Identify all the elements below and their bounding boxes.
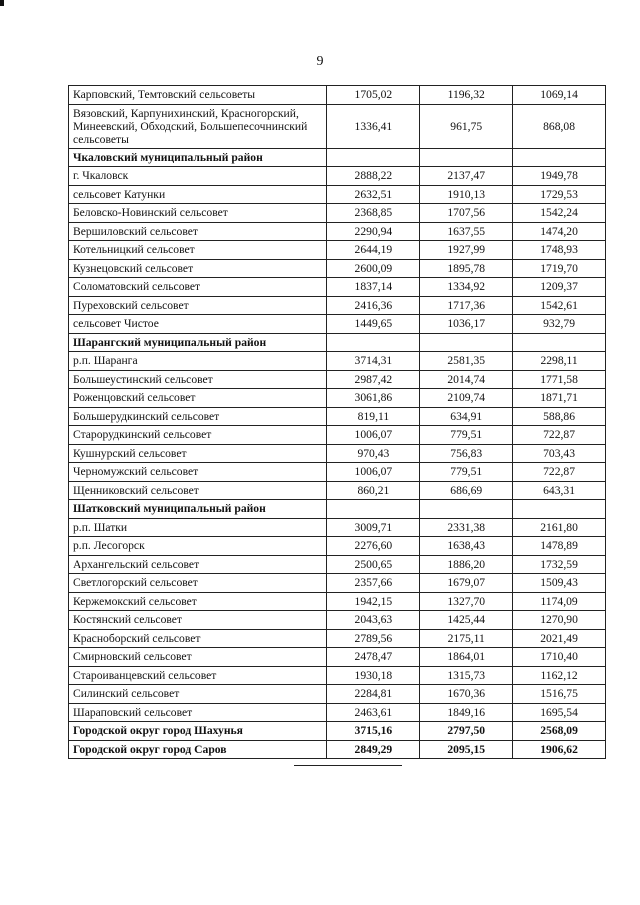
value-cell-3: 1509,43: [513, 574, 606, 593]
value-cell-2: 1886,20: [420, 555, 513, 574]
value-cell-3: 1871,71: [513, 389, 606, 408]
settlement-name: Костянский сельсовет: [69, 611, 327, 630]
value-cell-1: 970,43: [327, 444, 420, 463]
value-cell-2: 779,51: [420, 426, 513, 445]
value-cell-2: 1864,01: [420, 648, 513, 667]
settlement-name: Старорудкинский сельсовет: [69, 426, 327, 445]
settlement-name: сельсовет Катунки: [69, 185, 327, 204]
scan-corner-mark: [0, 0, 4, 6]
settlement-name: р.п. Лесогорск: [69, 537, 327, 556]
value-cell-3: 1771,58: [513, 370, 606, 389]
page-number: 9: [316, 54, 324, 69]
value-cell-3: 1516,75: [513, 685, 606, 704]
settlement-name: р.п. Шатки: [69, 518, 327, 537]
table-row: [69, 555, 606, 574]
value-cell-3: 1209,37: [513, 278, 606, 297]
value-cell-3: 2161,80: [513, 518, 606, 537]
table-row: [69, 685, 606, 704]
settlement-name: Красноборский сельсовет: [69, 629, 327, 648]
value-cell-3: 1542,24: [513, 204, 606, 223]
table-row: [69, 259, 606, 278]
settlement-name: р.п. Шаранга: [69, 352, 327, 371]
table-row: [69, 444, 606, 463]
empty-cell: [420, 333, 513, 352]
value-cell-2: 1425,44: [420, 611, 513, 630]
settlement-name: Черномужский сельсовет: [69, 463, 327, 482]
table-row: [69, 537, 606, 556]
table-row: [69, 222, 606, 241]
value-cell-1: 1336,41: [327, 104, 420, 148]
value-cell-3: 1174,09: [513, 592, 606, 611]
value-cell-2: 2014,74: [420, 370, 513, 389]
table-row: [69, 463, 606, 482]
table-row: [69, 296, 606, 315]
empty-cell: [513, 148, 606, 167]
table-row: [69, 352, 606, 371]
value-cell-2: 961,75: [420, 104, 513, 148]
value-cell-1: 2478,47: [327, 648, 420, 667]
value-cell-3: 1906,62: [513, 740, 606, 759]
table-row: [69, 666, 606, 685]
value-cell-1: 2789,56: [327, 629, 420, 648]
value-cell-3: 588,86: [513, 407, 606, 426]
value-cell-3: 1474,20: [513, 222, 606, 241]
settlement-name: Карповский, Темтовский сельсоветы: [69, 86, 327, 105]
table-row: [69, 722, 606, 741]
table-row: [69, 426, 606, 445]
settlement-name: Кержемокский сельсовет: [69, 592, 327, 611]
value-cell-3: 1732,59: [513, 555, 606, 574]
table-row: [69, 241, 606, 260]
value-cell-1: 1705,02: [327, 86, 420, 105]
value-cell-3: 722,87: [513, 426, 606, 445]
table-row: [69, 278, 606, 297]
table-row: [69, 407, 606, 426]
value-cell-2: 1679,07: [420, 574, 513, 593]
settlement-name: Вязовский, Карпунихинский, Красногорский, Минеевский, Обходский, Большепесочнинский сельсоветы: [69, 104, 327, 148]
value-cell-1: 860,21: [327, 481, 420, 500]
value-cell-2: 1849,16: [420, 703, 513, 722]
value-cell-3: 1542,61: [513, 296, 606, 315]
empty-cell: [420, 148, 513, 167]
settlement-name: сельсовет Чистое: [69, 315, 327, 334]
value-cell-1: 2888,22: [327, 167, 420, 186]
settlement-name: Силинский сельсовет: [69, 685, 327, 704]
table-body: [69, 86, 606, 759]
table-row: [69, 104, 606, 148]
value-cell-3: 1162,12: [513, 666, 606, 685]
value-cell-2: 2331,38: [420, 518, 513, 537]
empty-cell: [513, 500, 606, 519]
settlement-name: Пуреховский сельсовет: [69, 296, 327, 315]
value-cell-2: 756,83: [420, 444, 513, 463]
value-cell-3: 643,31: [513, 481, 606, 500]
table-row: [69, 185, 606, 204]
value-cell-2: 1334,92: [420, 278, 513, 297]
value-cell-2: 1638,43: [420, 537, 513, 556]
value-cell-1: 2644,19: [327, 241, 420, 260]
table-row: [69, 370, 606, 389]
tariff-table: [68, 85, 606, 759]
settlement-name: Большерудкинский сельсовет: [69, 407, 327, 426]
value-cell-2: 1927,99: [420, 241, 513, 260]
value-cell-3: 703,43: [513, 444, 606, 463]
value-cell-1: 2043,63: [327, 611, 420, 630]
district-name: Шарангский муниципальный район: [69, 333, 327, 352]
table-row: [69, 204, 606, 223]
empty-cell: [327, 500, 420, 519]
table-row: [69, 629, 606, 648]
value-cell-2: 1036,17: [420, 315, 513, 334]
value-cell-2: 1196,32: [420, 86, 513, 105]
value-cell-2: 1637,55: [420, 222, 513, 241]
value-cell-2: 1895,78: [420, 259, 513, 278]
value-cell-3: 1748,93: [513, 241, 606, 260]
value-cell-1: 2849,29: [327, 740, 420, 759]
settlement-name: Смирновский сельсовет: [69, 648, 327, 667]
settlement-name: Кузнецовский сельсовет: [69, 259, 327, 278]
value-cell-3: 932,79: [513, 315, 606, 334]
value-cell-3: 1695,54: [513, 703, 606, 722]
table-row: [69, 389, 606, 408]
value-cell-2: 1327,70: [420, 592, 513, 611]
value-cell-1: 2987,42: [327, 370, 420, 389]
table-row: [69, 703, 606, 722]
value-cell-1: 1449,65: [327, 315, 420, 334]
footer-divider: [294, 765, 402, 766]
value-cell-1: 2290,94: [327, 222, 420, 241]
value-cell-2: 1670,36: [420, 685, 513, 704]
value-cell-1: 2416,36: [327, 296, 420, 315]
settlement-name: Светлогорский сельсовет: [69, 574, 327, 593]
settlement-name: Городской округ город Шахунья: [69, 722, 327, 741]
settlement-name: Городской округ город Саров: [69, 740, 327, 759]
section-header-row: [69, 333, 606, 352]
value-cell-3: 2021,49: [513, 629, 606, 648]
settlement-name: Соломатовский сельсовет: [69, 278, 327, 297]
value-cell-3: 2298,11: [513, 352, 606, 371]
value-cell-3: 1270,90: [513, 611, 606, 630]
settlement-name: Архангельский сельсовет: [69, 555, 327, 574]
value-cell-1: 2276,60: [327, 537, 420, 556]
value-cell-3: 2568,09: [513, 722, 606, 741]
value-cell-2: 1707,56: [420, 204, 513, 223]
value-cell-3: 1710,40: [513, 648, 606, 667]
value-cell-2: 2581,35: [420, 352, 513, 371]
table-row: [69, 481, 606, 500]
settlement-name: Роженцовский сельсовет: [69, 389, 327, 408]
value-cell-2: 634,91: [420, 407, 513, 426]
value-cell-2: 2175,11: [420, 629, 513, 648]
table-row: [69, 574, 606, 593]
table-row: [69, 740, 606, 759]
value-cell-1: 819,11: [327, 407, 420, 426]
value-cell-1: 1942,15: [327, 592, 420, 611]
value-cell-1: 2632,51: [327, 185, 420, 204]
value-cell-3: 1729,53: [513, 185, 606, 204]
value-cell-1: 2500,65: [327, 555, 420, 574]
table-row: [69, 315, 606, 334]
settlement-name: Щенниковский сельсовет: [69, 481, 327, 500]
value-cell-3: 1719,70: [513, 259, 606, 278]
table-row: [69, 592, 606, 611]
value-cell-1: 2357,66: [327, 574, 420, 593]
value-cell-1: 2600,09: [327, 259, 420, 278]
value-cell-1: 2368,85: [327, 204, 420, 223]
district-name: Шатковский муниципальный район: [69, 500, 327, 519]
district-name: Чкаловский муниципальный район: [69, 148, 327, 167]
table-row: [69, 518, 606, 537]
value-cell-2: 779,51: [420, 463, 513, 482]
value-cell-3: 1949,78: [513, 167, 606, 186]
table-row: [69, 611, 606, 630]
empty-cell: [513, 333, 606, 352]
value-cell-1: 2284,81: [327, 685, 420, 704]
value-cell-2: 2095,15: [420, 740, 513, 759]
value-cell-3: 722,87: [513, 463, 606, 482]
value-cell-1: 1006,07: [327, 463, 420, 482]
settlement-name: Староиванцевский сельсовет: [69, 666, 327, 685]
value-cell-3: 1478,89: [513, 537, 606, 556]
value-cell-2: 1717,36: [420, 296, 513, 315]
settlement-name: Шараповский сельсовет: [69, 703, 327, 722]
value-cell-1: 1837,14: [327, 278, 420, 297]
value-cell-2: 686,69: [420, 481, 513, 500]
section-header-row: [69, 148, 606, 167]
settlement-name: Вершиловский сельсовет: [69, 222, 327, 241]
settlement-name: Котельницкий сельсовет: [69, 241, 327, 260]
empty-cell: [327, 333, 420, 352]
value-cell-2: 2137,47: [420, 167, 513, 186]
value-cell-1: 3714,31: [327, 352, 420, 371]
empty-cell: [420, 500, 513, 519]
value-cell-1: 3009,71: [327, 518, 420, 537]
settlement-name: Кушнурский сельсовет: [69, 444, 327, 463]
value-cell-3: 1069,14: [513, 86, 606, 105]
table-row: [69, 86, 606, 105]
value-cell-2: 1910,13: [420, 185, 513, 204]
section-header-row: [69, 500, 606, 519]
value-cell-1: 2463,61: [327, 703, 420, 722]
table-row: [69, 167, 606, 186]
value-cell-2: 2797,50: [420, 722, 513, 741]
value-cell-2: 2109,74: [420, 389, 513, 408]
settlement-name: Большеустинский сельсовет: [69, 370, 327, 389]
value-cell-2: 1315,73: [420, 666, 513, 685]
value-cell-1: 1006,07: [327, 426, 420, 445]
table-row: [69, 648, 606, 667]
value-cell-1: 3061,86: [327, 389, 420, 408]
settlement-name: г. Чкаловск: [69, 167, 327, 186]
value-cell-1: 1930,18: [327, 666, 420, 685]
settlement-name: Беловско-Новинский сельсовет: [69, 204, 327, 223]
empty-cell: [327, 148, 420, 167]
value-cell-3: 868,08: [513, 104, 606, 148]
value-cell-1: 3715,16: [327, 722, 420, 741]
